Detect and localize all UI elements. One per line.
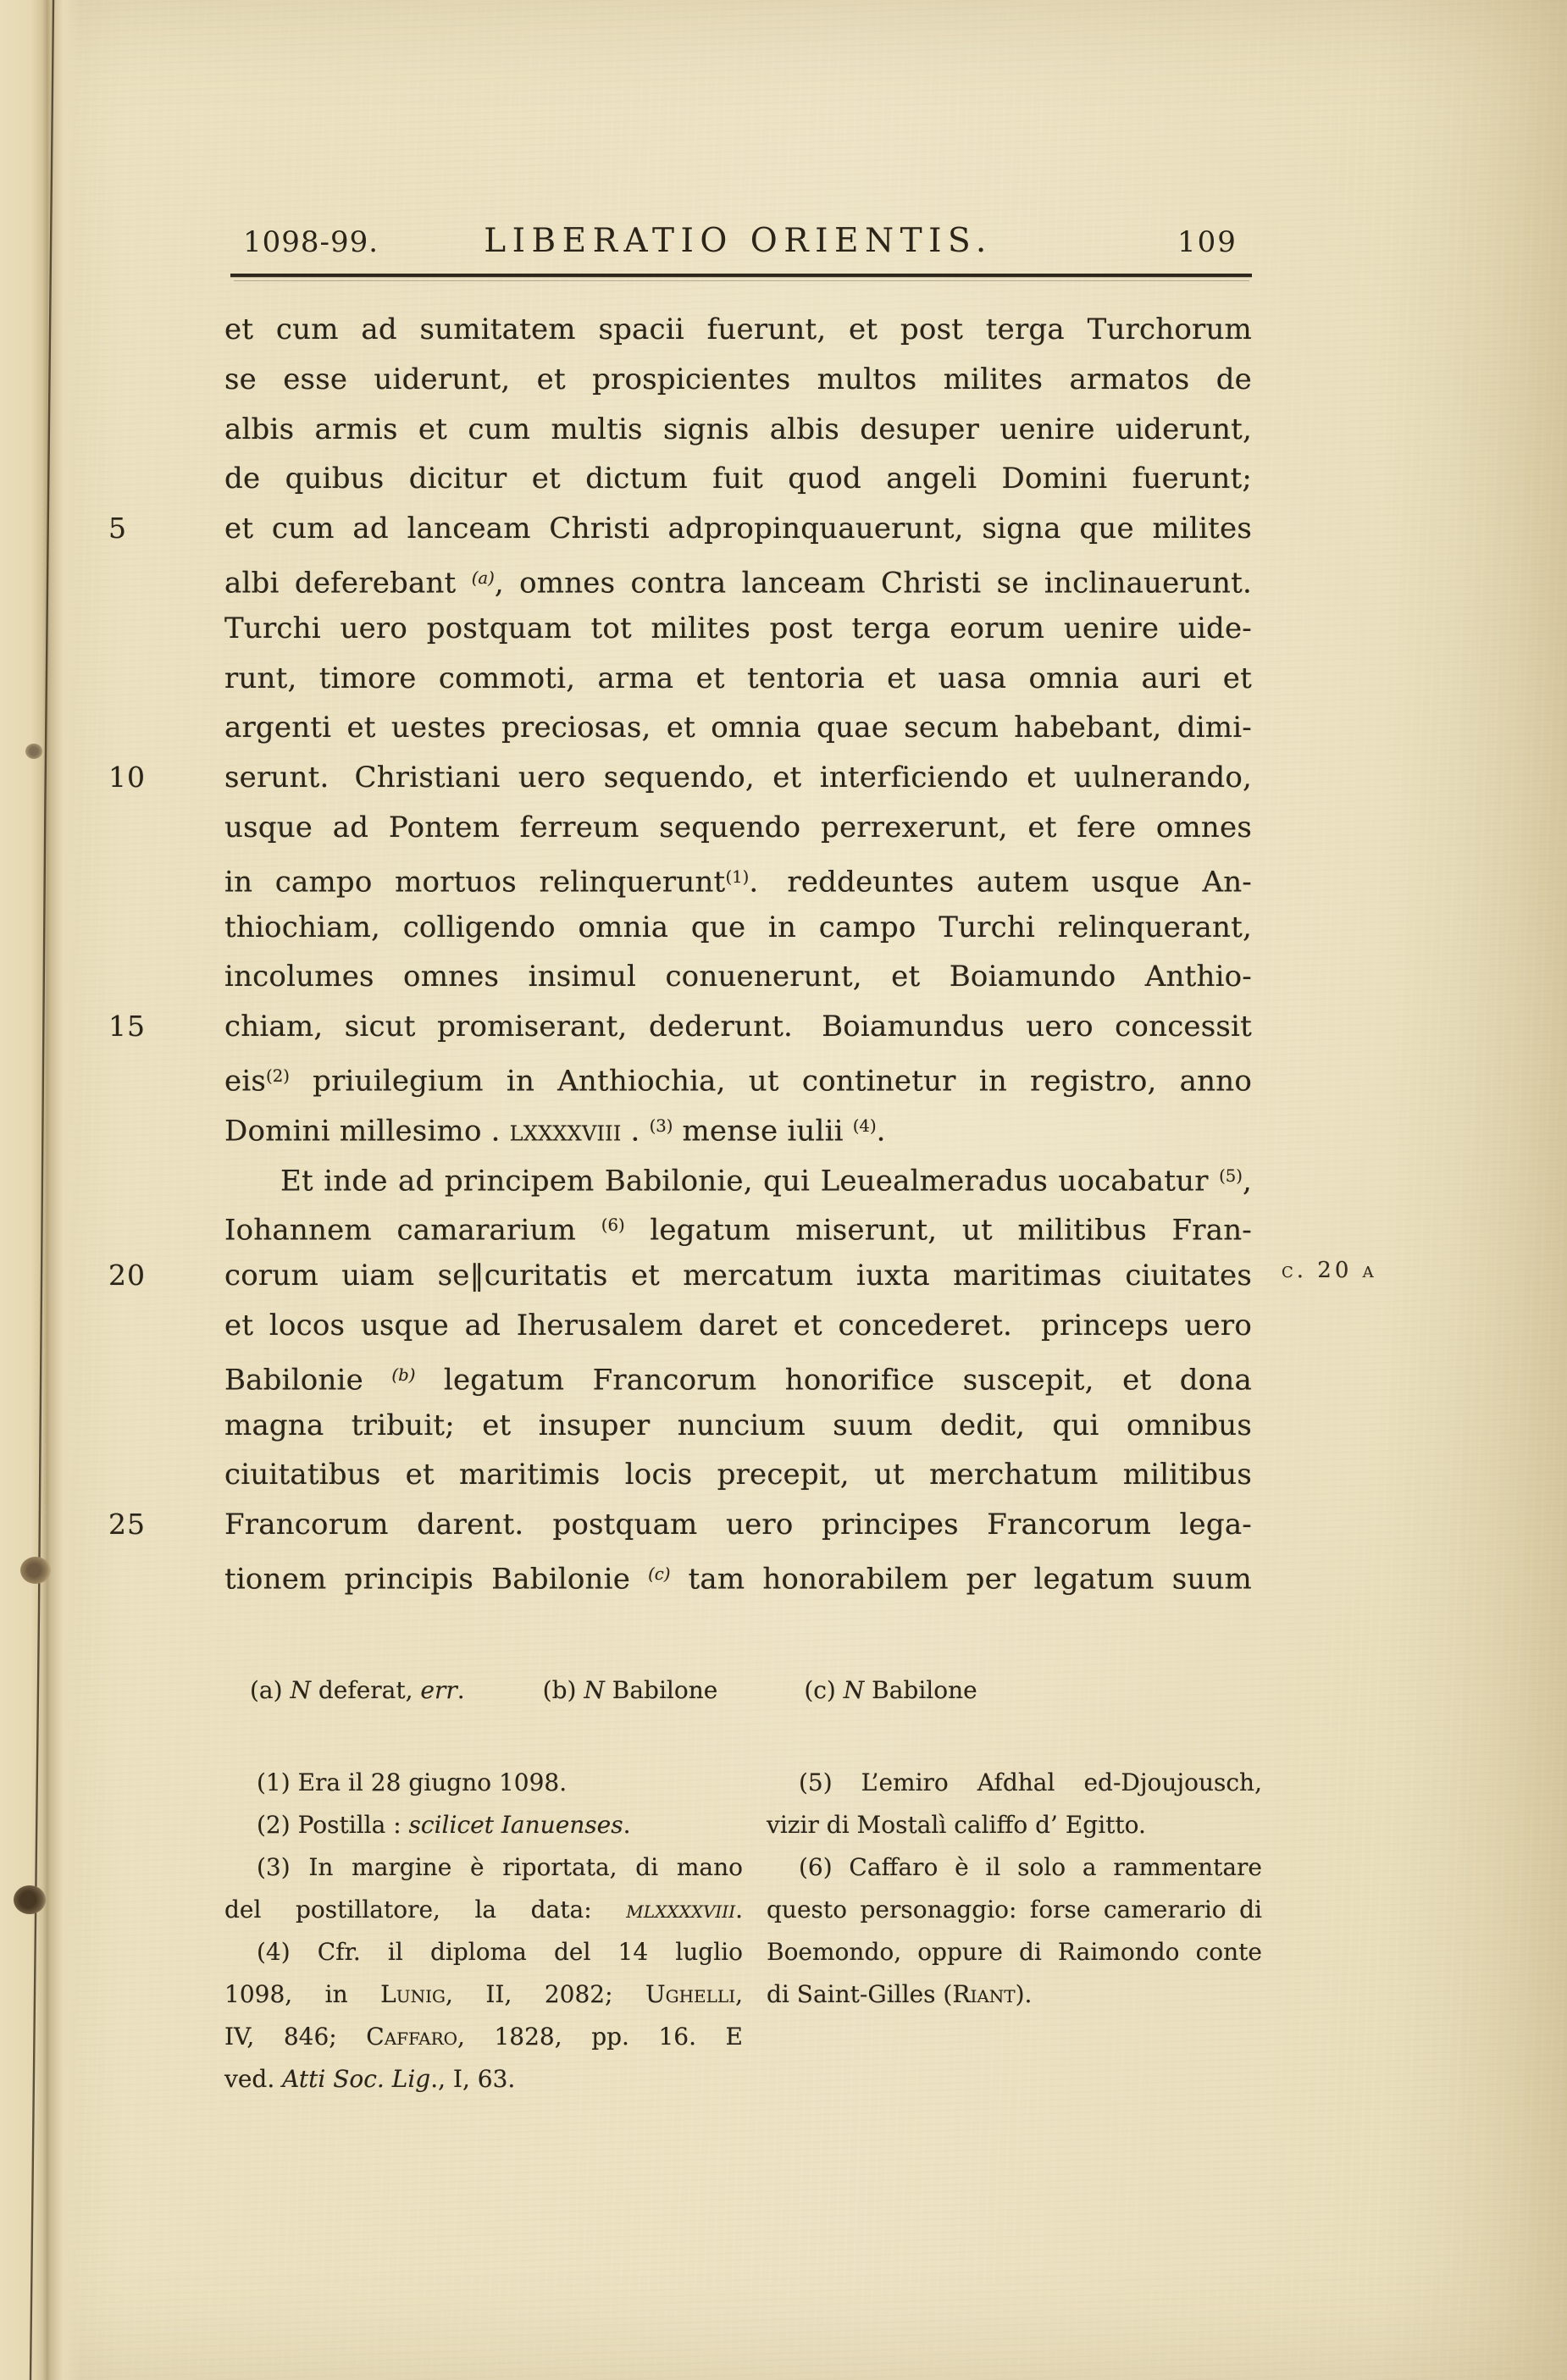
binding-seam [0,0,93,2380]
text-segment: . [621,1114,650,1148]
text-segment: (3) In margine è riportata, di mano [257,1853,743,1881]
footnote-line [224,2058,743,2100]
text-line [108,504,1252,554]
text-line [224,355,1252,405]
text-segment: vizir di Mostalì califfo d’ Egitto. [767,1811,1146,1839]
footnote-left-column [224,1762,743,2100]
footnote-line [767,1931,1262,1973]
text-line [224,654,1252,704]
superscript-ref: (b) [391,1364,416,1385]
text-line [224,703,1252,753]
text-line [108,1251,1377,1301]
text-segment: reddeuntes autem usque An- [787,865,1252,899]
text-segment: Et inde ad principem Babilonie, qui Leuealmeradus uocabatur [280,1163,1220,1198]
text-segment: Lunig [380,1980,446,2008]
text-line [224,1351,1252,1401]
text-segment: (1) Era il 28 giugno 1098. [257,1768,568,1796]
text-segment: Babilonie [224,1362,392,1397]
footnote-line [767,1889,1262,1931]
footnote-line [224,1931,743,1973]
text-segment: , [735,1980,743,2008]
page-number: 109 [1177,225,1238,259]
superscript-ref: (3) [649,1115,673,1136]
superscript-ref: (a) [471,567,495,588]
text-segment: N [584,1676,605,1704]
header-date: 1098-99. [243,225,379,259]
sentence-gap [793,1035,822,1036]
superscript-ref: (5) [1219,1165,1243,1186]
superscript-ref: (c) [648,1564,671,1584]
text-line [224,1201,1252,1251]
text-segment: corum uiam se‖curitatis et mercatum iuxta maritimas ciuitates [224,1259,1252,1293]
text-segment: et locos usque ad Iherusalem daret et concederet. [224,1308,1013,1342]
text-segment: Caffaro [366,2023,458,2051]
header-rule [230,274,1252,277]
text-segment: albis armis et cum multis signis albis desuper uenire uiderunt, [224,412,1252,446]
text-segment: . [749,865,759,899]
text-segment: postquam uero principes Francorum lega- [552,1508,1252,1542]
text-segment: (2) Postilla : [257,1811,409,1839]
text-segment: , II, 2082; [445,1980,646,2008]
text-segment: (a) [250,1676,291,1704]
text-segment: de quibus dicitur et dictum fuit quod angeli Domini fuerunt; [224,462,1252,496]
text-segment: Riant [952,1980,1016,2008]
footnote-line [767,1762,1262,1804]
text-segment: N [843,1676,865,1704]
text-line [224,1401,1252,1451]
footnote-line [767,1846,1262,1889]
text-segment: , [1242,1163,1252,1198]
sentence-gap [465,1697,543,1698]
text-segment: argenti et uestes preciosas, et omnia quae secum habebant, dimi- [224,711,1252,745]
text-segment: runt, timore commoti, arma et tentoria et uasa omnia auri et [224,661,1252,695]
line-number: 5 [108,512,127,545]
text-segment: IV, 846; [224,2023,367,2051]
text-line [224,305,1252,355]
text-segment: magna tribuit; et insuper nuncium suum dedit, qui omnibus [224,1408,1252,1442]
text-segment: scilicet Ianuenses [408,1811,623,1839]
text-line [224,803,1252,853]
text-segment: Boemondo, oppure di Raimondo conte [767,1938,1262,1966]
text-segment: . [457,1676,465,1704]
apparatus-line [250,1675,1182,1706]
text-segment: (b) [542,1676,584,1704]
text-line [224,903,1252,953]
text-segment: ., I, 63. [430,2065,516,2093]
text-line [224,604,1252,654]
sentence-gap [758,890,787,891]
text-line [224,554,1252,604]
text-segment: mense iulii [673,1114,853,1148]
footnote-line [224,1973,743,2016]
sentence-gap [1012,1334,1041,1335]
footnote-right-column [767,1762,1262,2016]
text-segment: serunt. [224,761,329,795]
text-segment: in campo mortuos relinquerunt [224,865,726,899]
stitch-hole [20,1557,51,1584]
sentence-gap [523,1533,552,1534]
text-segment: Ughelli [645,1980,736,2008]
text-segment: tam honorabilem per legatum suum [670,1562,1252,1597]
text-segment: chiam, sicut promiserant, dederunt. [224,1010,794,1044]
footnote-line [224,1762,743,1804]
text-block [108,305,1377,1600]
text-segment: (c) [804,1676,844,1704]
text-segment: usque ad Pontem ferreum sequendo perrexerunt, et fere omnes [224,810,1252,844]
footnote-line [224,1804,743,1846]
line-number: 15 [108,1010,146,1043]
text-segment: se esse uiderunt, et prospicientes multos milites armatos de [224,362,1252,396]
text-segment: Domini millesimo . [224,1114,510,1148]
superscript-ref: (6) [601,1215,625,1236]
text-segment: (5) L’emiro Afdhal ed-Djoujousch, [799,1768,1262,1796]
text-segment: princeps uero [1041,1308,1252,1342]
text-segment: 1098, in [224,1980,381,2008]
stitch-hole [14,1885,46,1914]
text-segment: N [290,1676,311,1704]
line-number: 20 [108,1259,146,1292]
text-line [224,1450,1252,1500]
text-segment: . [735,1896,743,1923]
text-line [224,1550,1252,1600]
text-segment: ved. [224,2065,283,2093]
superscript-ref: (2) [266,1065,290,1086]
text-line [224,1052,1252,1102]
text-segment: incolumes omnes insimul conuenerunt, et Boiamundo Anthio- [224,960,1252,994]
text-line [224,1301,1252,1351]
text-line [224,1102,1252,1152]
text-segment: albi deferebant [224,566,472,601]
text-segment: et cum ad sumitatem spacii fuerunt, et post terga Turchorum [224,313,1252,346]
text-segment: . [623,1811,631,1839]
text-segment: di Saint-Gilles ( [767,1980,953,2008]
stitch-hole [25,744,42,759]
text-segment: del postillatore, la data: [224,1896,627,1923]
footnote-line [767,1804,1262,1846]
text-segment: thiochiam, colligendo omnia que in campo Turchi relinquerant, [224,910,1252,944]
text-segment: priuilegium in Anthiochia, ut continetur in registro, anno [289,1064,1252,1099]
text-segment: mlxxxxviii [626,1896,736,1923]
text-segment: lxxxxviii [509,1114,622,1148]
text-segment: Francorum darent. [224,1508,524,1542]
text-segment: questo personaggio: forse camerario di [767,1896,1262,1923]
sentence-gap [329,786,355,787]
text-segment: ). [1015,1980,1033,2008]
text-line [224,454,1252,504]
text-segment: Babilone [864,1676,977,1704]
text-segment: deferat, [310,1676,421,1704]
text-segment: Christiani uero sequendo, et interficiendo et uulnerando, [354,761,1252,795]
footnote-line [224,1846,743,1889]
footnote-line [224,1889,743,1931]
text-segment: et cum ad lanceam Christi adpropinquauerunt, signa que milites [224,512,1252,546]
footnote-line [767,1973,1262,2016]
text-line [224,952,1252,1002]
line-number: 10 [108,761,146,794]
text-segment: (6) Caffaro è il solo a rammentare [799,1853,1262,1881]
text-segment: Iohannem camararium [224,1213,601,1248]
sentence-gap [717,1697,804,1698]
column-marker: c. 20 a [1282,1258,1377,1284]
text-line [108,1500,1252,1550]
superscript-ref: (4) [852,1115,877,1136]
text-segment: legatum miserunt, ut militibus Fran- [624,1213,1252,1248]
text-segment: legatum Francorum honorifice suscepit, et dona [415,1362,1252,1397]
text-segment: Babilone [604,1676,718,1704]
text-segment: , omnes contra lanceam Christi se inclinauerunt. [494,566,1252,601]
text-segment: , 1828, pp. 16. E [457,2023,743,2051]
text-segment: err [420,1676,457,1704]
text-segment: tionem principis Babilonie [224,1562,649,1597]
text-line [224,853,1252,903]
text-line [108,753,1252,803]
page-header [0,222,1567,261]
text-segment: eis [224,1064,267,1099]
superscript-ref: (1) [725,866,750,887]
text-segment: . [876,1114,886,1148]
footnote-line [224,2016,743,2058]
text-segment: Boiamundus uero concessit [822,1010,1252,1044]
text-segment: ciuitatibus et maritimis locis precepit, ut merchatum militibus [224,1458,1252,1492]
text-line [224,405,1252,455]
line-number: 25 [108,1508,146,1541]
text-segment: (4) Cfr. il diploma del 14 luglio [257,1938,743,1966]
text-line [108,1002,1252,1052]
running-title: LIBERATIO ORIENTIS. [484,222,993,260]
text-segment: Atti Soc. Lig [282,2065,431,2093]
text-line [224,1152,1252,1202]
text-segment: Turchi uero postquam tot milites post terga eorum uenire uide- [224,611,1252,645]
